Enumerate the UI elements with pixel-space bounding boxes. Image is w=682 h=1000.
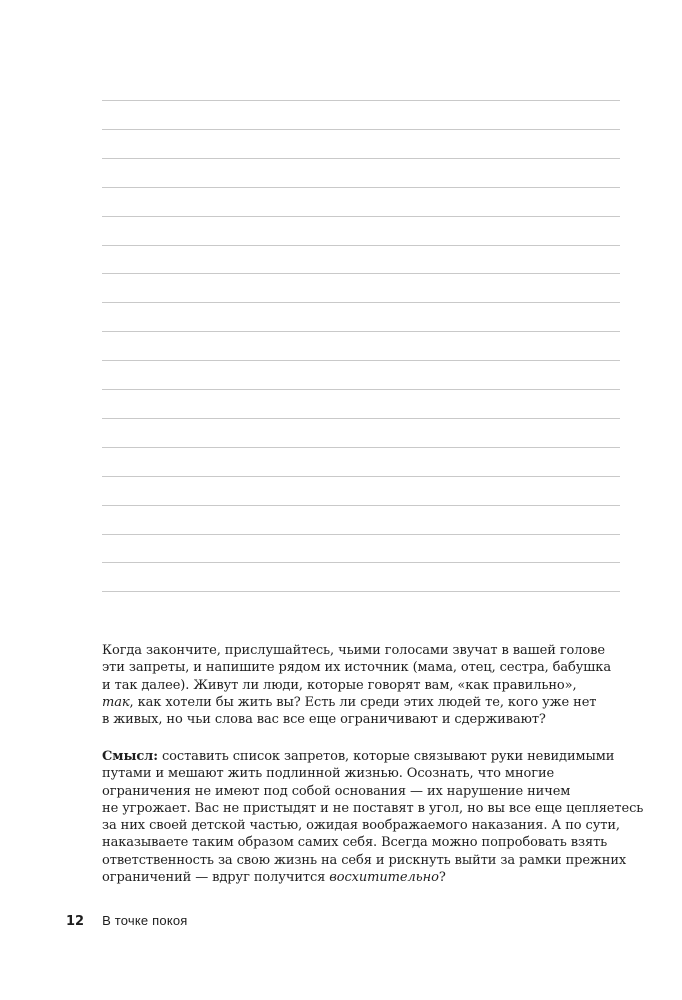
writing-line [102, 187, 620, 188]
text-segment: и так далее). Живут ли люди, которые говорят вам, «как правильно», [102, 677, 577, 693]
writing-line [102, 158, 620, 159]
writing-line [102, 129, 620, 130]
text-segment: ? [438, 870, 446, 886]
writing-line [102, 360, 620, 361]
text-line [102, 642, 632, 659]
text-segment: за них своей детской частью, ожидая воображаемого наказания. А по сути, [102, 818, 620, 834]
text-segment: ограничений — вдруг получится [102, 870, 330, 886]
text-line [102, 852, 632, 869]
writing-line [102, 505, 620, 506]
text-line [102, 659, 632, 676]
writing-line [102, 302, 620, 303]
text-segment: наказываете таким образом самих себя. Всегда можно попробовать взять [102, 835, 608, 851]
text-segment: , как хотели бы жить вы? Есть ли среди этих людей те, кого уже нет [129, 694, 597, 710]
bold-label: Смысл: [102, 749, 158, 764]
text-line [102, 711, 632, 728]
text-segment: эти запреты, и напишите рядом их источник (мама, отец, сестра, бабушка [102, 660, 611, 676]
writing-line [102, 476, 620, 477]
writing-line [102, 331, 620, 332]
text-segment: составить список запретов, которые связывают руки невидимыми [157, 749, 615, 764]
writing-line [102, 562, 620, 563]
book-title: В точке покоя [102, 913, 188, 928]
text-segment: в живых, но чьи слова вас все еще ограничивают и сдерживают? [102, 712, 546, 728]
text-segment: ответственность за свою жизнь на себя и рискнуть выйти за рамки прежних [102, 852, 627, 868]
text-line [102, 765, 632, 782]
paragraph-instructions [102, 642, 632, 728]
writing-line [102, 245, 620, 246]
writing-line [102, 418, 620, 419]
text-segment: ограничения не имеют под собой основания — их нарушение ничем [102, 783, 571, 799]
text-line [102, 694, 632, 711]
text-line [102, 783, 632, 800]
text-line [102, 800, 644, 817]
writing-line [102, 534, 620, 535]
text-line [102, 834, 632, 851]
writing-line [102, 100, 620, 101]
writing-line [102, 389, 620, 390]
text-line [102, 817, 632, 834]
writing-line [102, 447, 620, 448]
writing-line [102, 216, 620, 217]
text-segment: не угрожает. Вас не пристыдят и не поставят в угол, но вы все еще цепляетесь [102, 800, 644, 816]
writing-line [102, 273, 620, 274]
text-line [102, 677, 632, 694]
page-number: 12 [66, 914, 85, 929]
text-segment: Когда закончите, прислушайтесь, чьими голосами звучат в вашей голове [102, 643, 605, 658]
italic-text: восхитительно [329, 870, 439, 886]
page-footer [66, 913, 188, 929]
text-line [102, 748, 632, 765]
writing-line [102, 591, 620, 592]
paragraph-meaning [102, 748, 644, 886]
text-segment: путами и мешают жить подлинной жизнью. Осознать, что многие [102, 766, 555, 782]
text-line [102, 869, 632, 886]
italic-text: так [102, 694, 130, 710]
